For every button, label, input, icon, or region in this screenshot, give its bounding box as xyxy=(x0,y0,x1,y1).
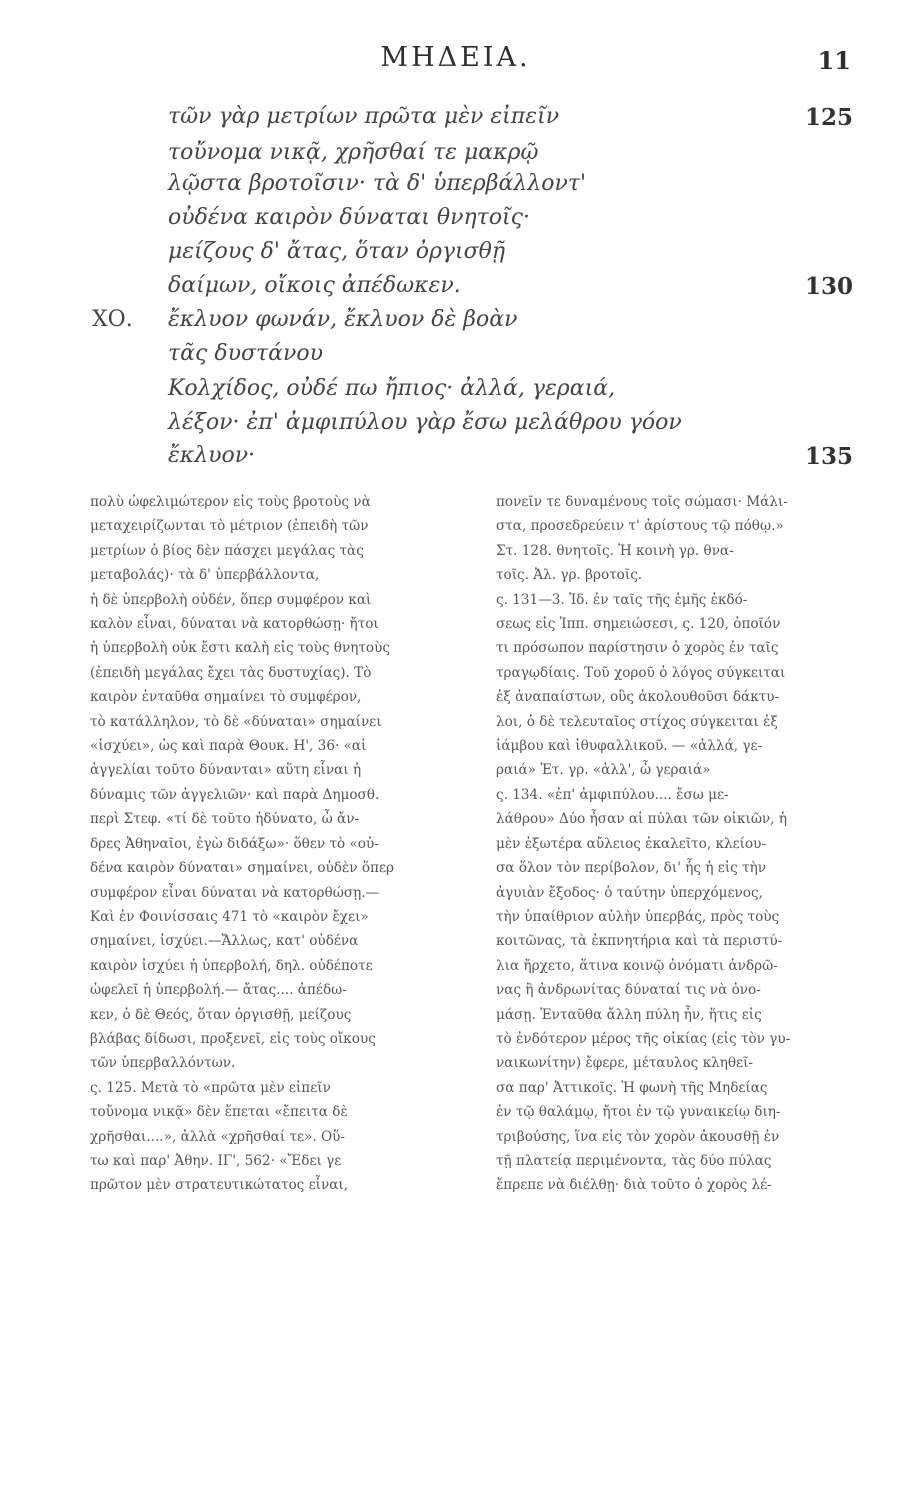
verse-line: λῷστα βροτοῖσιν· τὰ δ' ὑπερβάλλοντ' xyxy=(168,171,587,196)
commentary-line: χρῆσθαι....», ἀλλὰ «χρῆσθαί τε». Οὕ- xyxy=(90,1128,346,1145)
verse-number: 130 xyxy=(804,273,853,300)
commentary-line: καιρὸν ἐνταῦθα σημαίνει τὸ συμφέρον, xyxy=(90,689,362,706)
commentary-line: λάθρου» Δύο ἦσαν αἱ πύλαι τῶν οἰκιῶν, ἡ xyxy=(496,811,787,828)
commentary-line: ς. 131—3. Ἰδ. ἐν ταῖς τῆς ἐμῆς ἐκδό- xyxy=(496,591,748,608)
commentary-line: ς. 134. «ἐπ' ἀμφιπύλου.... ἔσω με- xyxy=(496,786,729,803)
commentary-line: κεν, ὁ δὲ Θεός, ὅταν ὀργισθῇ, μείζους xyxy=(90,1006,352,1023)
verse-line: τοὔνομα νικᾷ, χρῆσθαί τε μακρῷ xyxy=(168,140,539,165)
commentary-line: σημαίνει, ἰσχύει.—Ἄλλως, κατ' οὐδένα xyxy=(90,933,359,950)
verse-line: δαίμων, οἴκοις ἀπέδωκεν. xyxy=(168,273,461,298)
commentary-line: σα παρ' Ἀττικοῖς. Ἡ φωνὴ τῆς Μηδείας xyxy=(496,1079,768,1096)
commentary-line: ἀγγελίαι τοῦτο δύνανται» αὕτη εἶναι ἡ xyxy=(90,762,362,779)
running-title: ΜΗΔΕΙΑ. xyxy=(380,42,531,73)
verse-number: 125 xyxy=(804,104,853,131)
verse-line: οὐδένα καιρὸν δύναται θνητοῖς· xyxy=(168,205,531,230)
commentary-line: τὸ κατάλληλον, τὸ δὲ «δύναται» σημαίνει xyxy=(90,713,382,730)
verse-line: Κολχίδος, οὐδέ πω ἤπιος· ἀλλά, γεραιά, xyxy=(168,376,616,401)
commentary-line: πρῶτον μὲν στρατευτικώτατος εἶναι, xyxy=(90,1177,349,1194)
commentary-line: σεως εἰς Ἱππ. σημειώσεσι, ς. 120, ὁποῖόν xyxy=(496,616,781,633)
commentary-line: σα ὅλον τὸν περίβολον, δι' ἧς ἡ εἰς τὴν xyxy=(496,860,767,877)
commentary-line: ἔπρεπε νὰ διέλθῃ· διὰ τοῦτο ὁ χορὸς λέ- xyxy=(496,1177,772,1194)
verse-line: τῶν γὰρ μετρίων πρῶτα μὲν εἰπεῖν xyxy=(168,104,560,129)
commentary-line: μεταβολάς)· τὰ δ' ὑπερβάλλοντα, xyxy=(90,567,320,584)
commentary-line: ἐν τῷ θαλάμῳ, ἤτοι ἐν τῷ γυναικείῳ διη- xyxy=(496,1104,781,1121)
commentary-line: στα, προσεδρεύειν τ' ἀρίστους τῷ πόθῳ.» xyxy=(496,518,784,535)
commentary-right-column xyxy=(496,490,836,1198)
commentary-line: (ἐπειδὴ μεγάλας ἔχει τὰς δυστυχίας). Τὸ xyxy=(90,664,372,681)
commentary-line: ἡ ὑπερβολὴ οὐκ ἔστι καλὴ εἰς τοὺς θνητοὺς xyxy=(90,640,390,657)
commentary-left-column xyxy=(90,490,420,1198)
commentary-line: τοῖς. Ἀλ. γρ. βροτοῖς. xyxy=(496,567,643,584)
commentary-line: καλὸν εἶναι, δύναται νὰ κατορθώσῃ· ἤτοι xyxy=(90,616,379,633)
page-number: 11 xyxy=(817,46,851,75)
commentary-line: τω καὶ παρ' Ἀθην. ΙΓ', 562· «Ἔδει γε xyxy=(90,1152,342,1169)
commentary-line: ς. 125. Μετὰ τὸ «πρῶτα μὲν εἰπεῖν xyxy=(90,1079,331,1096)
commentary-line: λια ἤρχετο, ἅτινα κοινῷ ὀνόματι ἀνδρῶ- xyxy=(496,957,778,974)
commentary-line: ἡ δὲ ὑπερβολὴ οὐδέν, ὅπερ συμφέρον καὶ xyxy=(90,591,372,608)
commentary-line: τοὔνομα νικᾷ» δὲν ἕπεται «ἔπειτα δὲ xyxy=(90,1104,348,1121)
commentary-line: τὴν ὑπαίθριον αὐλὴν ὑπερβάς, πρὸς τοὺς xyxy=(496,908,780,925)
commentary-line: ἐξ ἀναπαίστων, οὓς ἀκολουθοῦσι δάκτυ- xyxy=(496,689,780,706)
commentary-line: νας ἢ ἀνδρωνίτας δύναταί τις νὰ ὀνο- xyxy=(496,982,761,999)
commentary-line: περὶ Στεφ. «τί δὲ τοῦτο ἠδύνατο, ὦ ἄν- xyxy=(90,811,360,828)
verse-line: τᾶς δυστάνου xyxy=(168,341,323,366)
commentary-line: συμφέρον εἶναι δύναται νὰ κατορθώσῃ.— xyxy=(90,884,380,901)
commentary-line: μὲν ἐξωτέρα αὔλειος ἐκαλεῖτο, κλείου- xyxy=(496,835,767,852)
commentary-line: τραγῳδίαις. Τοῦ χοροῦ ὁ λόγος σύγκειται xyxy=(496,664,786,681)
commentary-line: μάσῃ. Ἐνταῦθα ἄλλη πύλη ἦν, ἥτις εἰς xyxy=(496,1006,762,1023)
commentary-line: ἀγυιὰν ἔξοδος· ὁ ταύτην ὑπερχόμενος, xyxy=(496,884,763,901)
commentary-line: κοιτῶνας, τὰ ἐκπνητήρια καὶ τὰ περιστύ- xyxy=(496,933,783,950)
commentary-line: «ἰσχύει», ὡς καὶ παρὰ Θουκ. Η', 36· «αἱ xyxy=(90,738,367,755)
commentary-line: τῇ πλατείᾳ περιμένοντα, τὰς δύο πύλας xyxy=(496,1152,772,1169)
commentary-line: μεταχειρίζωνται τὸ μέτριον (ἐπειδὴ τῶν xyxy=(90,518,369,535)
commentary-line: Στ. 128. θνητοῖς. Ἡ κοινὴ γρ. θνα- xyxy=(496,542,734,559)
commentary-line: δρες Ἀθηναῖοι, ἐγὼ διδάξω»· ὅθεν τὸ «οὐ- xyxy=(90,835,379,852)
commentary-line: τῶν ὑπερβαλλόντων. xyxy=(90,1055,236,1072)
commentary-line: τὸ ἐνδότερον μέρος τῆς οἰκίας (εἰς τὸν γυ- xyxy=(496,1030,791,1047)
commentary-line: ραιά» Ἐτ. γρ. «ἀλλ', ὦ γεραιά» xyxy=(496,762,711,779)
commentary-line: τριβούσης, ἵνα εἰς τὸν χορὸν ἀκουσθῇ ἐν xyxy=(496,1128,780,1145)
commentary-line: πολὺ ὠφελιμώτερον εἰς τοὺς βροτοὺς νὰ xyxy=(90,494,371,510)
commentary-line: δύναμις τῶν ἀγγελιῶν· καὶ παρὰ Δημοσθ. xyxy=(90,786,380,803)
commentary-line: ἰάμβου καὶ ἰθυφαλλικοῦ. — «ἀλλά, γε- xyxy=(496,738,763,755)
commentary-line: δένα καιρὸν δύναται» σημαίνει, οὐδὲν ὅπερ xyxy=(90,860,395,877)
commentary-line: λοι, ὁ δὲ τελευταῖος στίχος σύγκειται ἐξ xyxy=(496,713,778,730)
commentary-line: καιρὸν ἰσχύει ἡ ὑπερβολή, δηλ. οὐδέποτε xyxy=(90,957,373,974)
commentary-line: ὠφελεῖ ἡ ὑπερβολή.— ἄτας.... ἀπέδω- xyxy=(90,982,347,999)
commentary-line: μετρίων ὁ βίος δὲν πάσχει μεγάλας τὰς xyxy=(90,542,364,559)
verse-number: 135 xyxy=(804,443,853,470)
verse-line: ἔκλυον φωνάν, ἔκλυον δὲ βοὰν xyxy=(168,307,518,332)
verse-line: λέξον· ἐπ' ἀμφιπύλου γὰρ ἔσω μελάθρου γόον xyxy=(168,410,682,435)
commentary-line: ναικωνίτην) ἔφερε, μέταυλος κληθεῖ- xyxy=(496,1055,754,1072)
commentary-line: βλάβας δίδωσι, προξενεῖ, εἰς τοὺς οἴκους xyxy=(90,1030,376,1047)
verse-line: ἔκλυον· xyxy=(168,443,256,468)
verse-line: μείζους δ' ἄτας, ὅταν ὀργισθῇ xyxy=(168,239,506,264)
commentary-line: πονεῖν τε δυναμένους τοῖς σώμασι· Μάλι- xyxy=(496,494,788,510)
commentary-line: Καὶ ἐν Φοινίσσαις 471 τὸ «καιρὸν ἔχει» xyxy=(90,908,369,925)
commentary-line: τι πρόσωπον παρίστησιν ὁ χορὸς ἐν ταῖς xyxy=(496,640,779,657)
speaker-label: ΧΟ. xyxy=(92,307,133,332)
